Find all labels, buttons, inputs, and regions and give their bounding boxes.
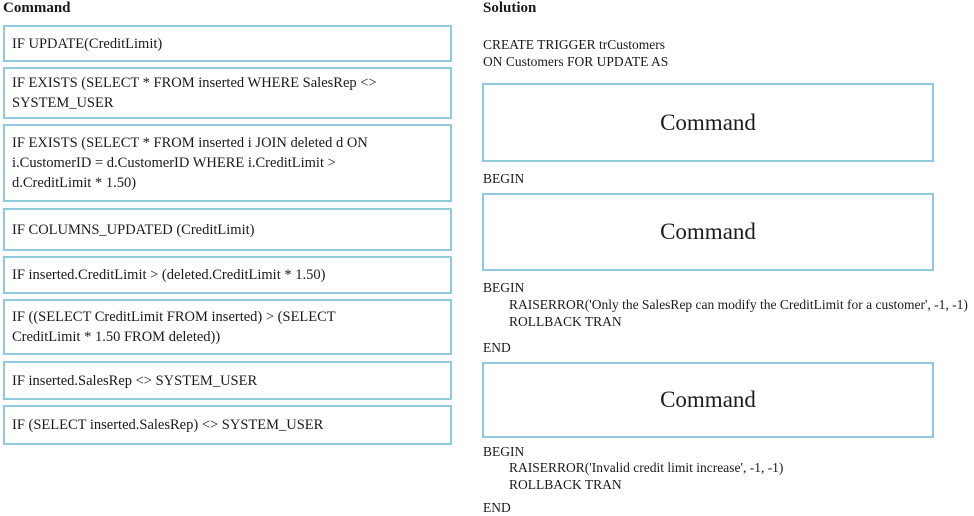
command-line: IF (SELECT inserted.SalesRep) <> SYSTEM_USER [12, 417, 324, 433]
command-heading: Command [3, 0, 71, 16]
begin-keyword: BEGIN [483, 444, 525, 459]
begin-keyword: BEGIN [483, 171, 525, 186]
rollback-statement: ROLLBACK TRAN [509, 314, 622, 329]
begin-keyword: BEGIN [483, 280, 525, 295]
command-line: IF UPDATE(CreditLimit) [12, 35, 163, 52]
trigger-header-line1: CREATE TRIGGER trCustomers [483, 37, 665, 52]
command-drop-zone-3[interactable] [482, 362, 934, 438]
command-option-exists-salesrep[interactable] [3, 67, 452, 119]
command-option-columns-updated[interactable] [3, 208, 452, 251]
command-option-update-creditlimit[interactable] [3, 25, 452, 62]
command-line: i.CustomerID = d.CustomerID WHERE i.CreditLimit > [12, 155, 336, 171]
command-line: IF EXISTS (SELECT * FROM inserted WHERE SalesRep <> [12, 75, 377, 91]
trigger-header-line2: ON Customers FOR UPDATE AS [483, 54, 669, 69]
command-drop-zone-1[interactable] [482, 83, 934, 162]
command-drop-zone-2[interactable] [482, 193, 934, 271]
command-line: IF EXISTS (SELECT * FROM inserted i JOIN deleted d ON [12, 135, 368, 151]
command-line: SYSTEM_USER [12, 95, 114, 111]
drop-zone-label: Command [660, 109, 756, 135]
command-line: IF inserted.CreditLimit > (deleted.CreditLimit * 1.50) [12, 267, 326, 283]
command-line: IF inserted.SalesRep <> SYSTEM_USER [12, 372, 258, 389]
command-option-select-creditlimit[interactable] [3, 299, 452, 355]
end-keyword: END [483, 500, 511, 515]
raiserror-statement-salesrep: RAISERROR('Only the SalesRep can modify the CreditLimit for a customer', -1, -1) [509, 297, 968, 312]
command-option-exists-join[interactable] [3, 124, 452, 202]
raiserror-statement-credit: RAISERROR('Invalid credit limit increase', -1, -1) [509, 460, 784, 475]
solution-heading: Solution [483, 0, 537, 16]
command-line: IF COLUMNS_UPDATED (CreditLimit) [12, 221, 255, 238]
command-line: CreditLimit * 1.50 FROM deleted)) [12, 329, 221, 345]
command-line: IF ((SELECT CreditLimit FROM inserted) > (SELECT [12, 309, 336, 325]
command-option-select-inserted-salesrep[interactable] [3, 405, 452, 445]
command-option-inserted-salesrep[interactable] [3, 361, 452, 400]
command-line: d.CreditLimit * 1.50) [12, 175, 137, 191]
drop-zone-label: Command [660, 219, 756, 244]
command-option-inserted-creditlimit[interactable] [3, 256, 452, 294]
end-keyword: END [483, 340, 511, 355]
rollback-statement: ROLLBACK TRAN [509, 477, 622, 492]
drop-zone-label: Command [660, 387, 756, 412]
